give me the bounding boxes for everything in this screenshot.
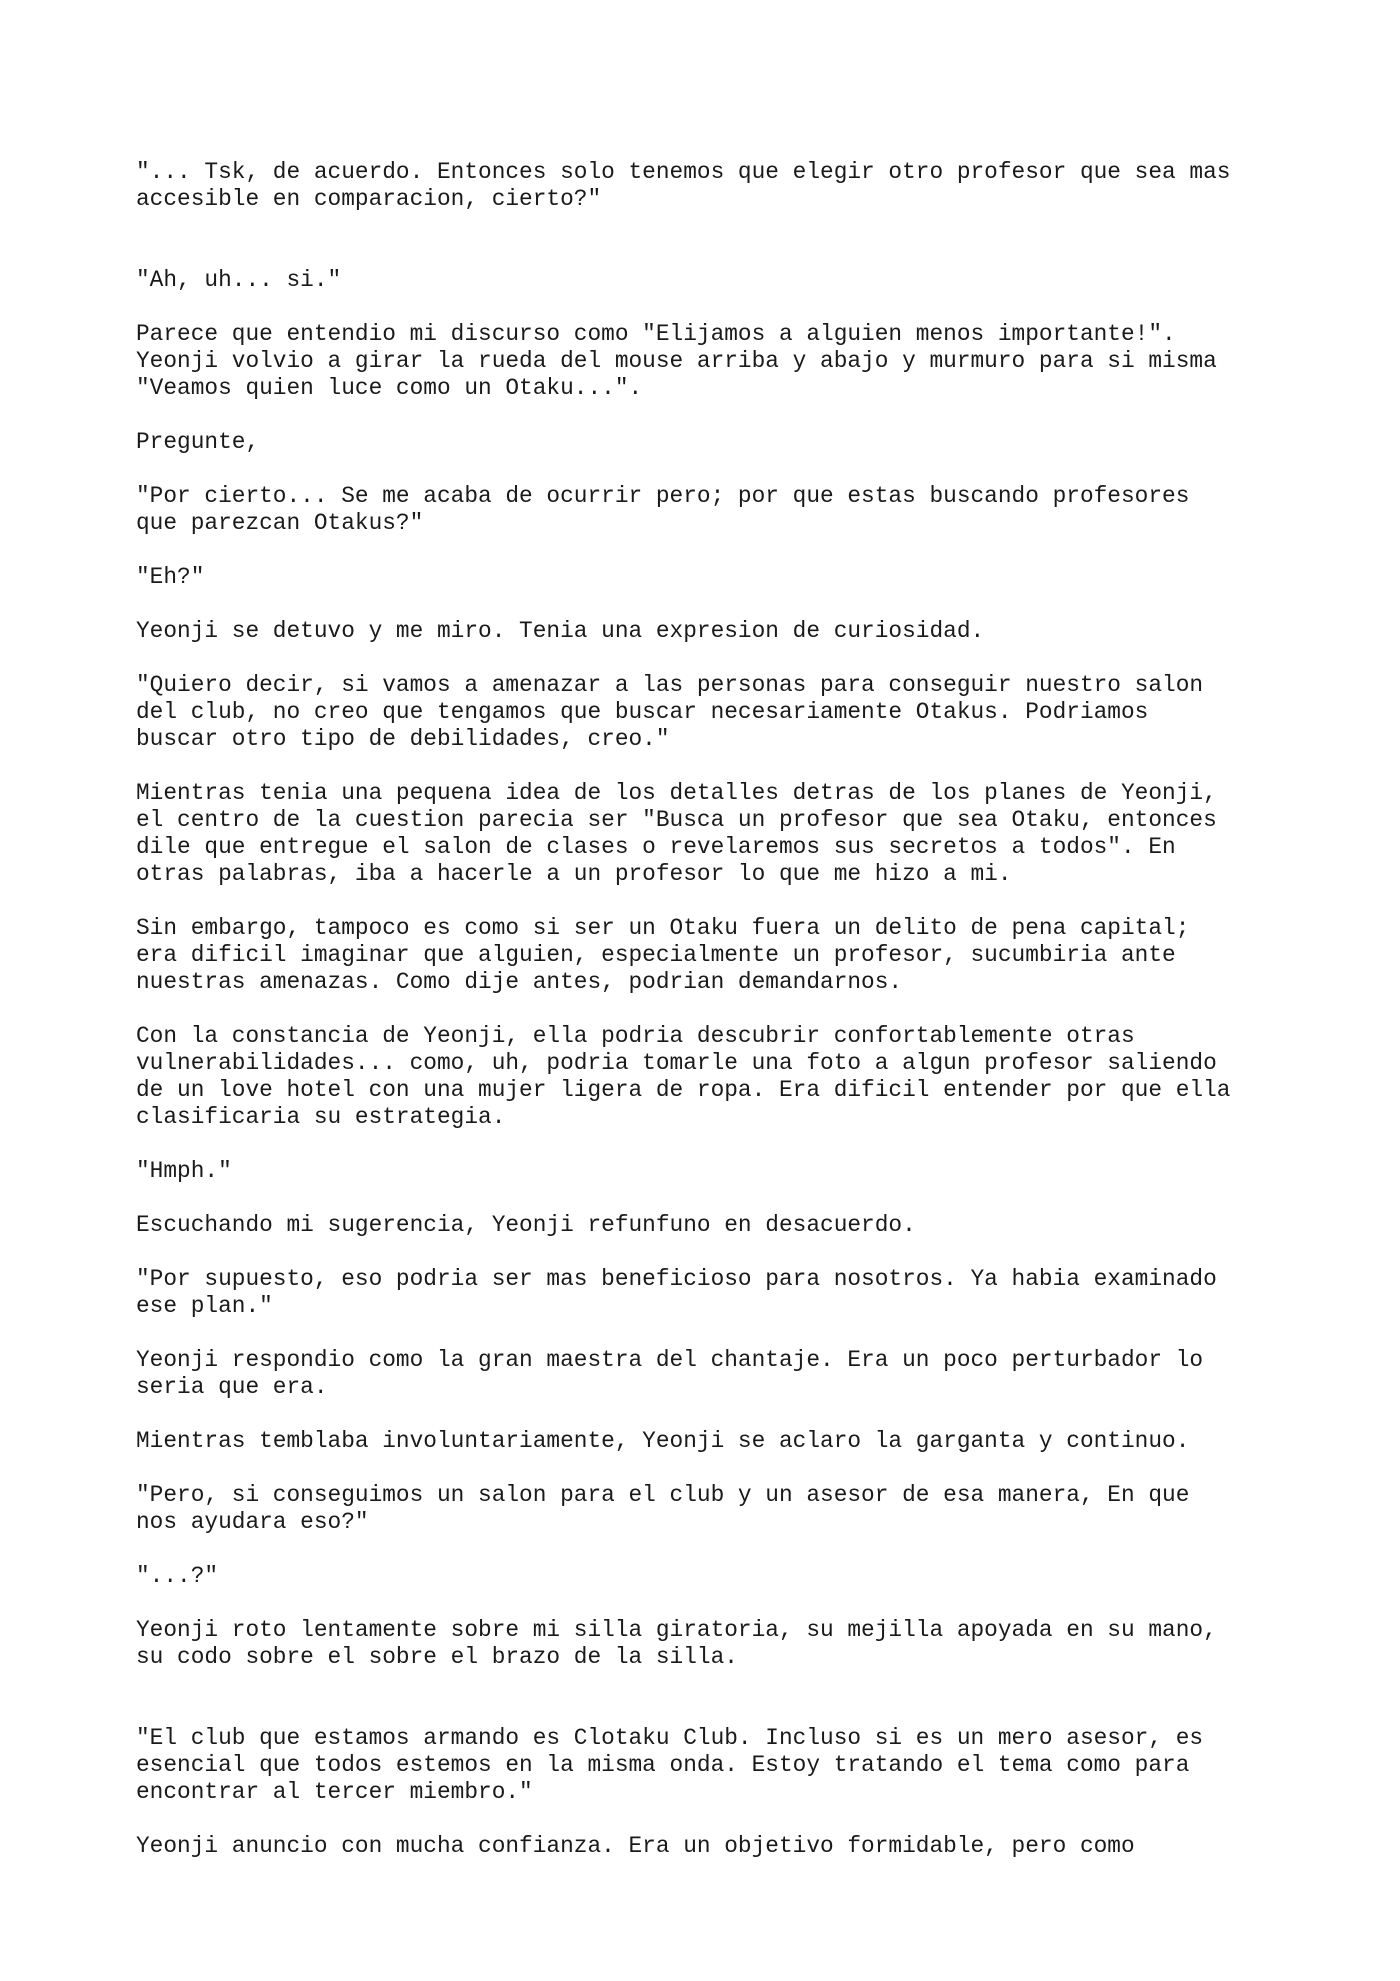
paragraph: Yeonji anuncio con mucha confianza. Era un objetivo formidable, pero como — [136, 1833, 1135, 1859]
paragraph: "El club que estamos armando es Clotaku Club. Incluso si es un mero asesor, es esencial que todos estemos en la misma onda. Estoy tratando el tema como para encontrar al tercer miembro." — [136, 1725, 1204, 1805]
paragraph: Mientras temblaba involuntariamente, Yeonji se aclaro la garganta y continuo. — [136, 1428, 1190, 1454]
paragraph: "Por cierto... Se me acaba de ocurrir pero; por que estas buscando profesores que parezcan Otakus?" — [136, 483, 1190, 536]
paragraph: Con la constancia de Yeonji, ella podria descubrir confortablemente otras vulnerabilidades... como, uh, podria tomarle una foto a algun profesor saliendo de un love hotel con una mujer ligera de ropa. Era dificil entender por que ella clasificaria su estrategia. — [136, 1023, 1231, 1130]
paragraph: Yeonji se detuvo y me miro. Tenia una expresion de curiosidad. — [136, 618, 985, 644]
paragraph: Parece que entendio mi discurso como "Elijamos a alguien menos importante!". Yeonji volvio a girar la rueda del mouse arriba y abajo y murmuro para si misma "Veamos quien luce como un Otaku...". — [136, 321, 1217, 401]
paragraph: Sin embargo, tampoco es como si ser un Otaku fuera un delito de pena capital; era dificil imaginar que alguien, especialmente un profesor, sucumbiria ante nuestras amenazas. Como dije antes, podrian demandarnos. — [136, 915, 1190, 995]
paragraph: Pregunte, — [136, 429, 260, 455]
paragraph: Yeonji respondio como la gran maestra del chantaje. Era un poco perturbador lo seria que era. — [136, 1347, 1204, 1400]
paragraph: Mientras tenia una pequena idea de los detalles detras de los planes de Yeonji, el centro de la cuestion parecia ser "Busca un profesor que sea Otaku, entonces dile que entregue el salon de clases o revelaremos sus secretos a todos". En otras palabras, iba a hacerle a un profesor lo que me hizo a mi. — [136, 780, 1217, 887]
paragraph: Yeonji roto lentamente sobre mi silla giratoria, su mejilla apoyada en su mano, su codo sobre el sobre el brazo de la silla. — [136, 1617, 1217, 1670]
document-body — [136, 159, 1296, 1887]
paragraph: "Eh?" — [136, 564, 205, 590]
paragraph: "... Tsk, de acuerdo. Entonces solo tenemos que elegir otro profesor que sea mas accesible en comparacion, cierto?" — [136, 159, 1231, 212]
paragraph: "Por supuesto, eso podria ser mas beneficioso para nosotros. Ya habia examinado ese plan." — [136, 1266, 1217, 1319]
paragraph: "Pero, si conseguimos un salon para el club y un asesor de esa manera, En que nos ayudara eso?" — [136, 1482, 1190, 1535]
paragraph: "Hmph." — [136, 1158, 232, 1184]
paragraph: "Ah, uh... si." — [136, 267, 342, 293]
paragraph: "...?" — [136, 1563, 219, 1589]
paragraph: Escuchando mi sugerencia, Yeonji refunfuno en desacuerdo. — [136, 1212, 916, 1238]
paragraph: "Quiero decir, si vamos a amenazar a las personas para conseguir nuestro salon del club, no creo que tengamos que buscar necesariamente Otakus. Podriamos buscar otro tipo de debilidades, creo." — [136, 672, 1204, 752]
